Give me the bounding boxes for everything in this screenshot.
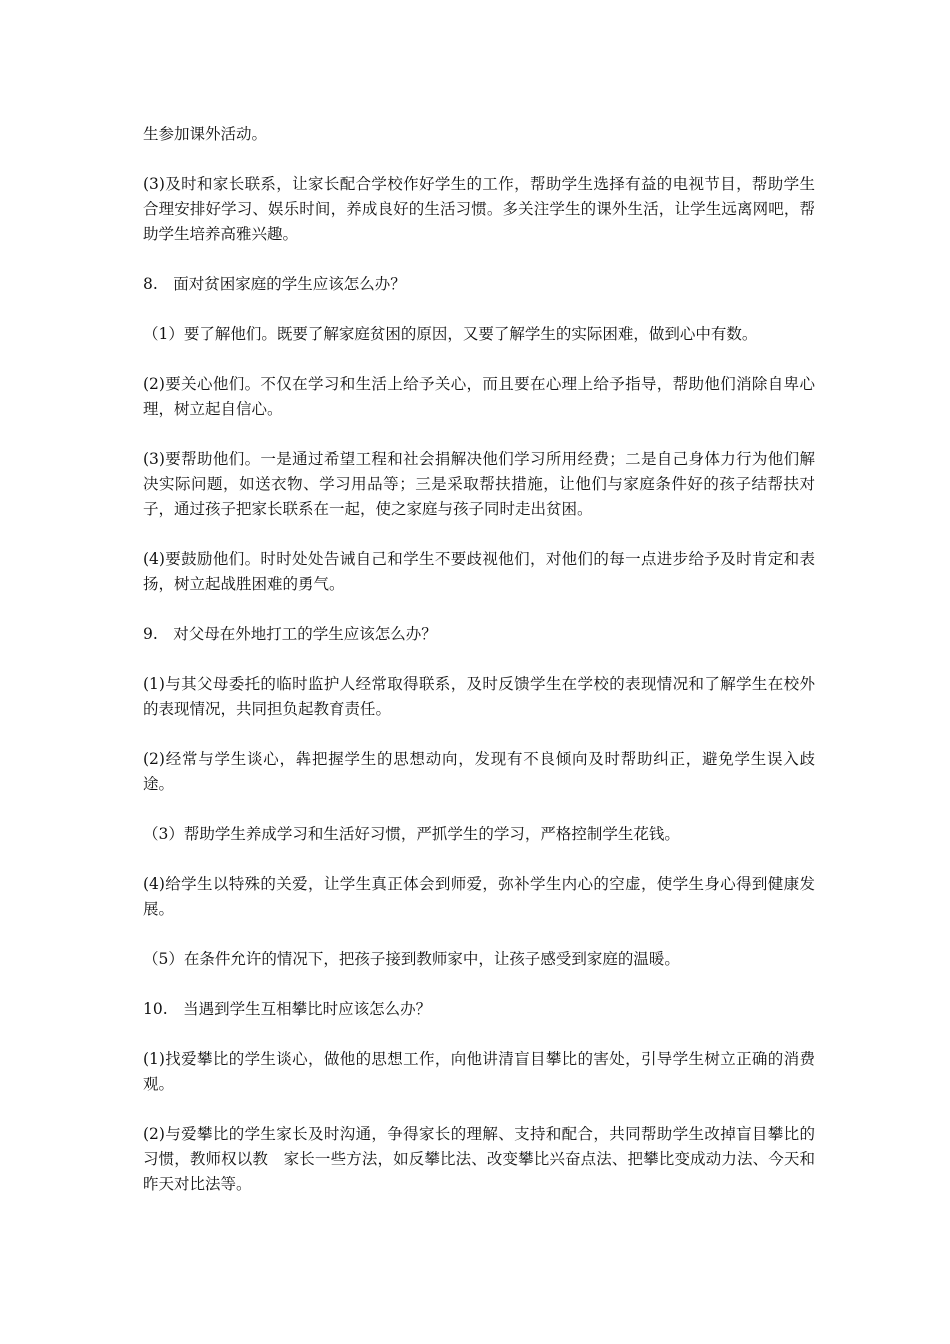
para-q10-2: (2)与爱攀比的学生家长及时沟通，争得家长的理解、支持和配合，共同帮助学生改掉盲目攀比的习惯，教师权以教 家长一些方法，如反攀比法、改变攀比兴奋点法、把攀比变成动力法、今天和昨天对比法等。 <box>143 1125 815 1193</box>
para-q10-1: (1)找爱攀比的学生谈心，做他的思想工作，向他讲清盲目攀比的害处，引导学生树立正确的消费观。 <box>143 1050 815 1093</box>
para-contact-parents: (3)及时和家长联系，让家长配合学校作好学生的工作，帮助学生选择有益的电视节目，帮助学生合理安排好学习、娱乐时间，养成良好的生活习惯。多关注学生的课外生活，让学生远离网吧，帮助学生培养高雅兴趣。 <box>143 175 815 243</box>
para-q9-1: (1)与其父母委托的临时监护人经常取得联系，及时反馈学生在学校的表现情况和了解学生在校外的表现情况，共同担负起教育责任。 <box>143 675 815 718</box>
para-q9-4: (4)给学生以特殊的关爱，让学生真正体会到师爱，弥补学生内心的空虚，使学生身心得到健康发展。 <box>143 875 815 918</box>
para-q8-1: （1）要了解他们。既要了解家庭贫困的原因，又要了解学生的实际困难，做到心中有数。 <box>143 325 758 343</box>
heading-q8: 8. 面对贫困家庭的学生应该怎么办？ <box>143 275 406 293</box>
document-page <box>143 122 815 1222</box>
heading-q10: 10. 当遇到学生互相攀比时应该怎么办？ <box>143 1000 432 1018</box>
para-q9-5: （5）在条件允许的情况下，把孩子接到教师家中，让孩子感受到家庭的温暖。 <box>143 950 680 968</box>
para-q8-3: (3)要帮助他们。一是通过希望工程和社会捐解决他们学习所用经费；二是自己身体力行为他们解决实际问题，如送衣物、学习用品等；三是采取帮扶措施，让他们与家庭条件好的孩子结帮扶对子，通过孩子把家长联系在一起，使之家庭与孩子同时走出贫困。 <box>143 450 815 518</box>
heading-q9: 9. 对父母在外地打工的学生应该怎么办？ <box>143 625 437 643</box>
para-activities-tail: 生参加课外活动。 <box>143 125 268 143</box>
para-q8-4: (4)要鼓励他们。时时处处告诫自己和学生不要歧视他们，对他们的每一点进步给予及时肯定和表扬，树立起战胜困难的勇气。 <box>143 550 815 593</box>
para-q8-2: (2)要关心他们。不仅在学习和生活上给予关心，而且要在心理上给予指导，帮助他们消除自卑心理，树立起自信心。 <box>143 375 815 418</box>
para-q9-3: （3）帮助学生养成学习和生活好习惯，严抓学生的学习，严格控制学生花钱。 <box>143 825 680 843</box>
para-q9-2: (2)经常与学生谈心，犇把握学生的思想动向，发现有不良倾向及时帮助纠正，避免学生误入歧途。 <box>143 750 815 793</box>
